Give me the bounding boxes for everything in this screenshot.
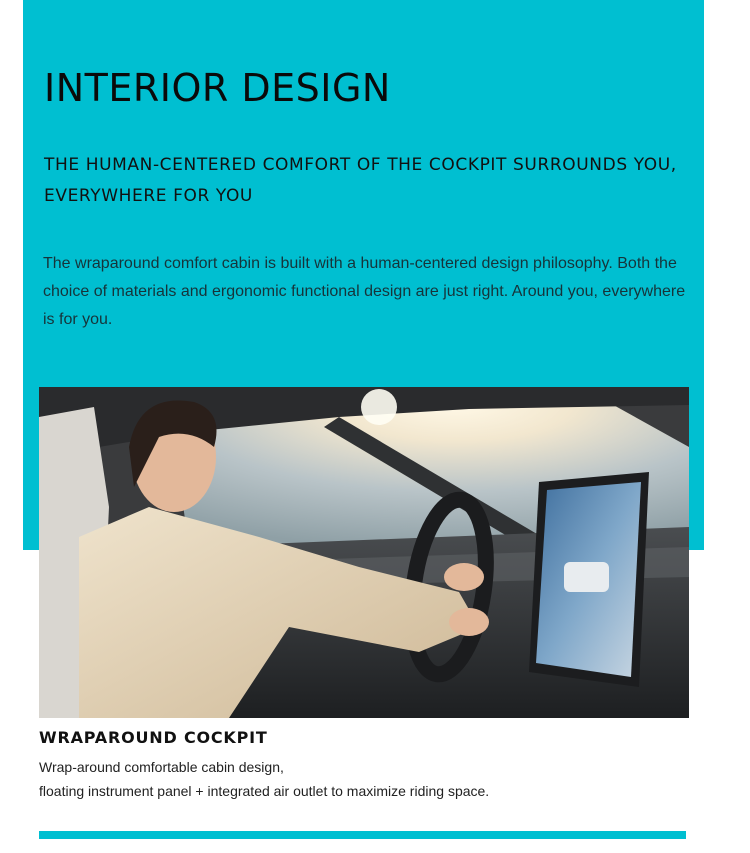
section-title: INTERIOR DESIGN: [44, 66, 391, 110]
feature-title: WRAPAROUND COCKPIT: [39, 728, 268, 747]
feature-description-line-1: Wrap-around comfortable cabin design,: [39, 759, 284, 775]
section-subtitle: THE HUMAN-CENTERED COMFORT OF THE COCKPIT SURROUNDS YOU, EVERYWHERE FOR YOU: [44, 155, 677, 206]
cockpit-photo: [39, 387, 689, 718]
feature-description-line-2: floating instrument panel + integrated air outlet to maximize riding space.: [39, 783, 490, 799]
accent-divider: [39, 831, 686, 839]
section-description: The wraparound comfort cabin is built with a human-centered design philosophy. Both the choice of materials and ergonomic functional design are just right. Around you, everywhere is for you.: [43, 255, 686, 328]
